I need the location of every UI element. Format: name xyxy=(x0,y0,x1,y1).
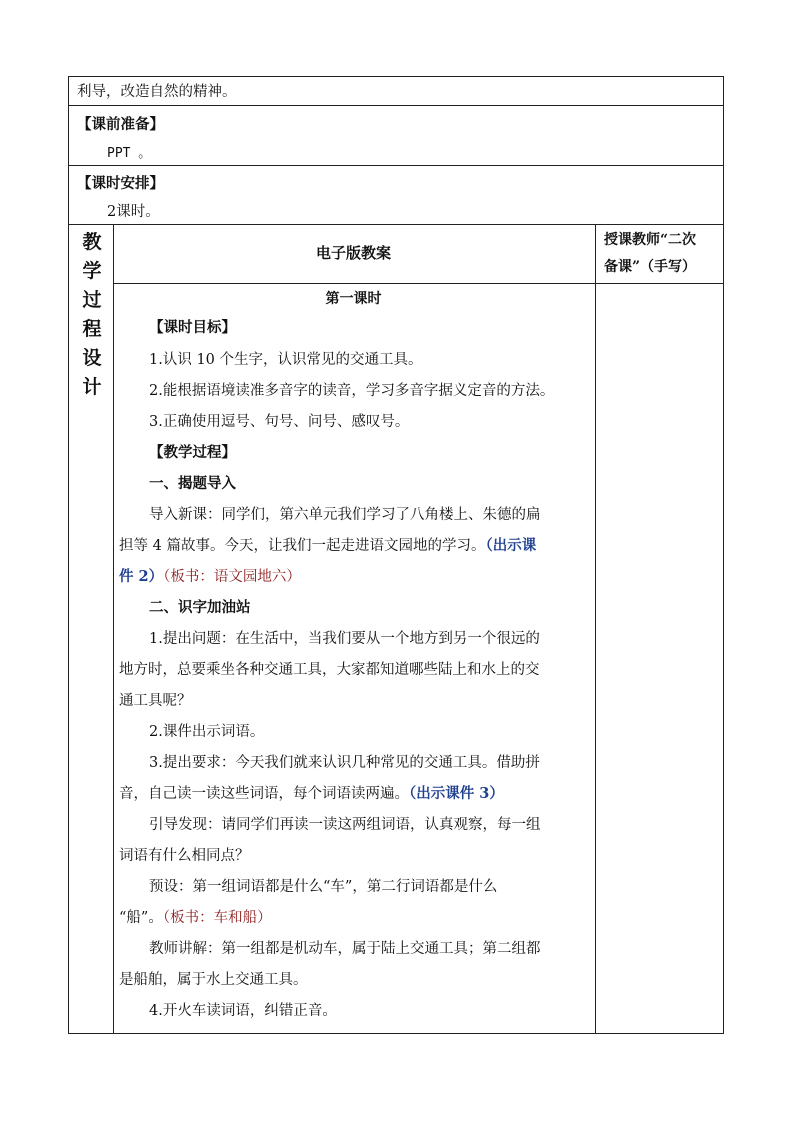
side-label-char: 学 xyxy=(82,260,102,282)
side-label-char: 程 xyxy=(82,318,102,340)
sec2-p1a: 1.提出问题：在生活中，当我们要从一个地方到另一个很远的 xyxy=(149,631,540,647)
sec2-p3a: 3.提出要求：今天我们就来认识几种常见的交通工具。借助拼 xyxy=(149,755,540,771)
sec2-p5b-text: “船”。 xyxy=(119,910,163,926)
process-heading: 【教学过程】 xyxy=(149,444,236,461)
main-header-cell xyxy=(113,224,596,284)
lesson-title: 第一课时 xyxy=(325,291,382,307)
row-preparation xyxy=(68,105,724,166)
sec1-heading: 一、揭题导入 xyxy=(149,475,236,492)
right-header-line2: 备课”（手写） xyxy=(604,259,697,275)
sec2-p7: 4.开火车读词语，纠错正音。 xyxy=(149,1003,337,1019)
sec1-p1a: 导入新课：同学们，第六单元我们学习了八角楼上、朱德的扁 xyxy=(149,507,541,523)
sec2-p3b-text: 音，自己读一读这些词语，每个词语读两遍。 xyxy=(119,786,409,802)
sec1-p1c-note: 件 2） xyxy=(119,568,164,585)
prep-heading: 【课前准备】 xyxy=(77,116,164,133)
prep-text: PPT 。 xyxy=(107,146,152,161)
sec2-p3b xyxy=(119,785,504,803)
side-label-char: 过 xyxy=(82,289,102,311)
continued-text: 利导，改造自然的精神。 xyxy=(77,84,237,100)
time-text: 2课时。 xyxy=(107,204,160,220)
row-schedule xyxy=(68,165,724,225)
row-continued-text xyxy=(68,76,724,106)
goal-heading: 【课时目标】 xyxy=(149,319,236,336)
side-label-column xyxy=(68,224,114,1034)
time-heading: 【课时安排】 xyxy=(77,175,164,192)
sec2-p6b: 是船舶，属于水上交通工具。 xyxy=(119,972,308,988)
right-header-line1: 授课教师“二次 xyxy=(604,232,697,248)
sec2-p5b xyxy=(119,909,272,927)
sec1-p1b-note: （出示课 xyxy=(485,537,537,554)
side-label-char: 计 xyxy=(82,376,102,398)
sec2-p4b: 词语有什么相同点？ xyxy=(119,848,250,864)
sec1-p1c xyxy=(119,568,301,586)
sec2-p3b-note: （出示课件 3） xyxy=(409,785,504,802)
sec2-heading: 二、识字加油站 xyxy=(149,599,251,616)
sec2-p5b-board: （板书：车和船） xyxy=(162,910,272,926)
sec1-p1c-board: （板书：语文园地六） xyxy=(163,569,301,585)
side-label-char: 教 xyxy=(82,231,102,253)
lesson-plan-table xyxy=(68,76,724,1034)
goal-3: 3.正确使用逗号、句号、问号、感叹号。 xyxy=(149,414,410,430)
goal-2: 2.能根据语境读准多音字的读音，学习多音字据义定音的方法。 xyxy=(149,383,555,399)
side-label-char: 设 xyxy=(82,347,102,369)
content-cell xyxy=(113,283,596,1034)
sec2-p1b: 地方时，总要乘坐各种交通工具，大家都知道哪些陆上和水上的交 xyxy=(119,662,540,678)
main-header-title: 电子版教案 xyxy=(315,244,391,262)
goal-1: 1.认识 10 个生字，认识常见的交通工具。 xyxy=(149,352,423,368)
sec2-p2: 2.课件出示词语。 xyxy=(149,724,265,740)
sec1-p1b xyxy=(119,537,536,555)
sec1-p1b-text: 担等 4 篇故事。今天，让我们一起走进语文园地的学习。 xyxy=(119,538,486,554)
right-header-cell xyxy=(595,224,724,284)
sec2-p6a: 教师讲解：第一组都是机动车，属于陆上交通工具；第二组都 xyxy=(149,941,541,957)
sec2-p1c: 通工具呢？ xyxy=(119,693,192,709)
sec2-p4a: 引导发现：请同学们再读一读这两组词语，认真观察，每一组 xyxy=(149,817,541,833)
handwriting-cell xyxy=(595,283,724,1034)
sec2-p5a: 预设：第一组词语都是什么“车”，第二行词语都是什么 xyxy=(149,879,498,895)
